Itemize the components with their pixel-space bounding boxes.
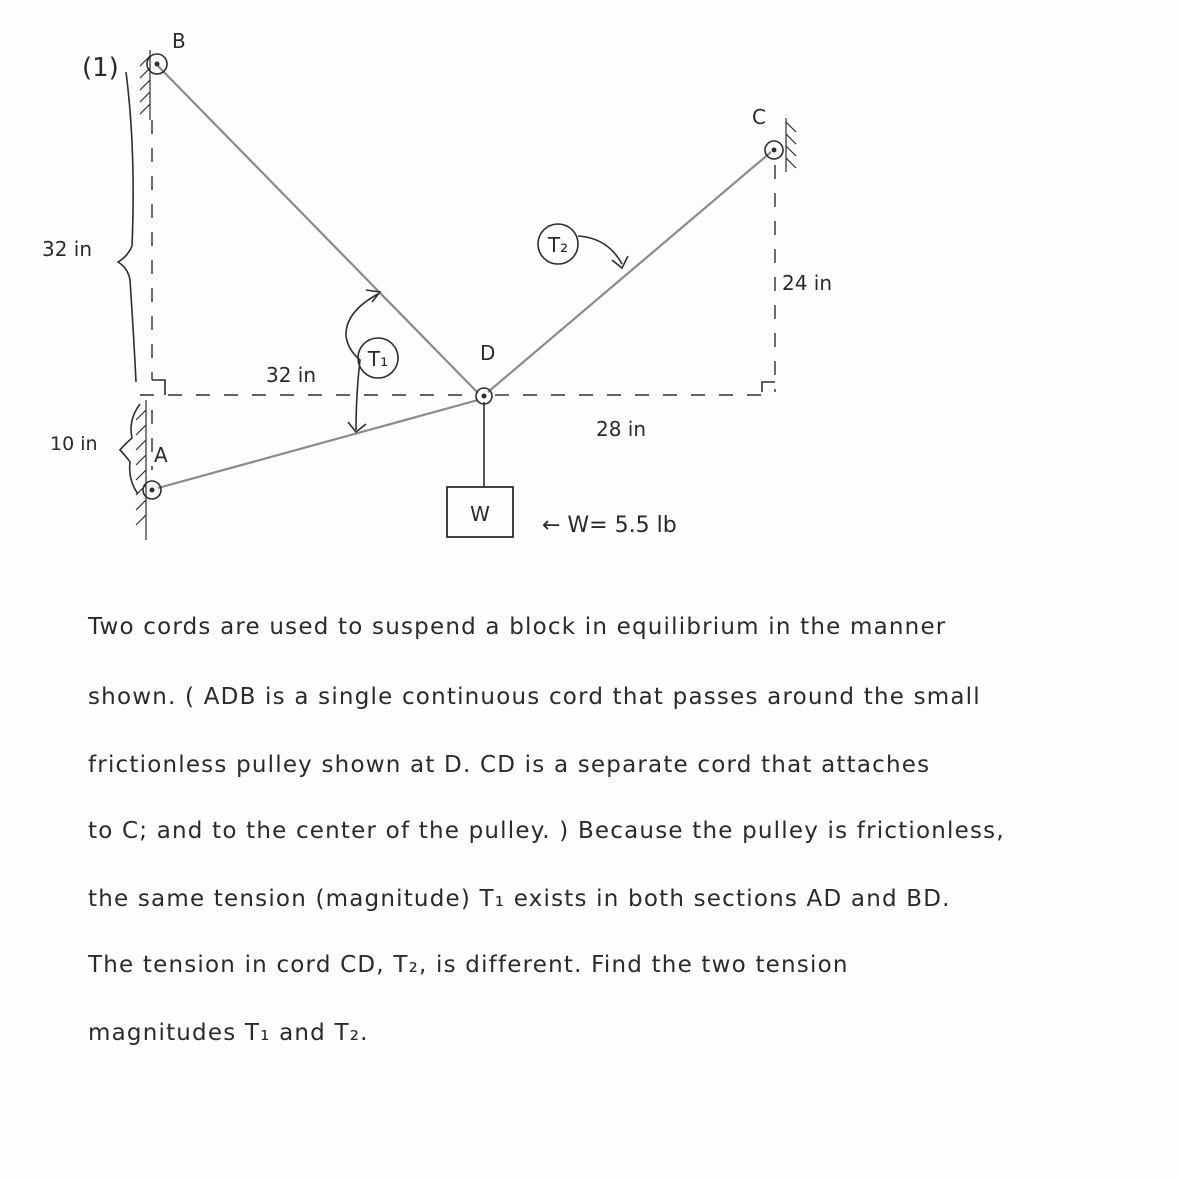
label-point-b: B bbox=[172, 29, 186, 53]
problem-line: The tension in cord CD, T₂, is different. Find the two tension bbox=[88, 952, 849, 978]
problem-line: frictionless pulley shown at D. CD is a separate cord that attaches bbox=[88, 752, 931, 778]
tension-two-curve bbox=[578, 236, 622, 264]
label-marker-one: (1) bbox=[82, 53, 119, 83]
wall-hatch-c bbox=[786, 118, 796, 172]
wall-hatch-a bbox=[136, 400, 146, 540]
block-label: W bbox=[470, 502, 490, 526]
wall-hatch-b bbox=[140, 50, 150, 120]
dimension-lower-vertical: 10 in bbox=[50, 433, 98, 455]
right-angle-mark-right bbox=[762, 382, 775, 392]
cord-cd bbox=[488, 152, 771, 392]
tension-two-callout bbox=[538, 224, 628, 268]
problem-line: Two cords are used to suspend a block in equilibrium in the manner bbox=[88, 614, 947, 640]
pulley-d bbox=[476, 388, 492, 404]
cord-bd bbox=[158, 66, 478, 393]
dimension-left-vertical: 32 in bbox=[42, 237, 93, 261]
label-point-d: D bbox=[480, 341, 496, 365]
problem-line: magnitudes T₁ and T₂. bbox=[88, 1020, 369, 1046]
weight-callout: ← W= 5.5 lb bbox=[542, 513, 677, 538]
brace-left-vertical bbox=[118, 72, 136, 382]
problem-line: to C; and to the center of the pulley. ) Because the pulley is frictionless, bbox=[88, 818, 1005, 844]
cord-ad bbox=[158, 400, 478, 488]
tension-two-label: T₂ bbox=[547, 233, 569, 257]
label-point-c: C bbox=[752, 105, 766, 129]
tension-one-label: T₁ bbox=[367, 347, 389, 371]
right-angle-mark-left bbox=[152, 380, 165, 395]
dimension-horizontal-right: 28 in bbox=[596, 417, 647, 441]
problem-line: the same tension (magnitude) T₁ exists in both sections AD and BD. bbox=[88, 886, 951, 912]
tension-one-callout bbox=[346, 290, 398, 432]
problem-line: shown. ( ADB is a single continuous cord that passes around the small bbox=[88, 684, 981, 710]
support-c bbox=[765, 141, 783, 159]
dimension-right-vertical: 24 in bbox=[782, 271, 833, 295]
dimension-horizontal-left: 32 in bbox=[266, 363, 317, 387]
label-point-a: A bbox=[154, 443, 168, 467]
